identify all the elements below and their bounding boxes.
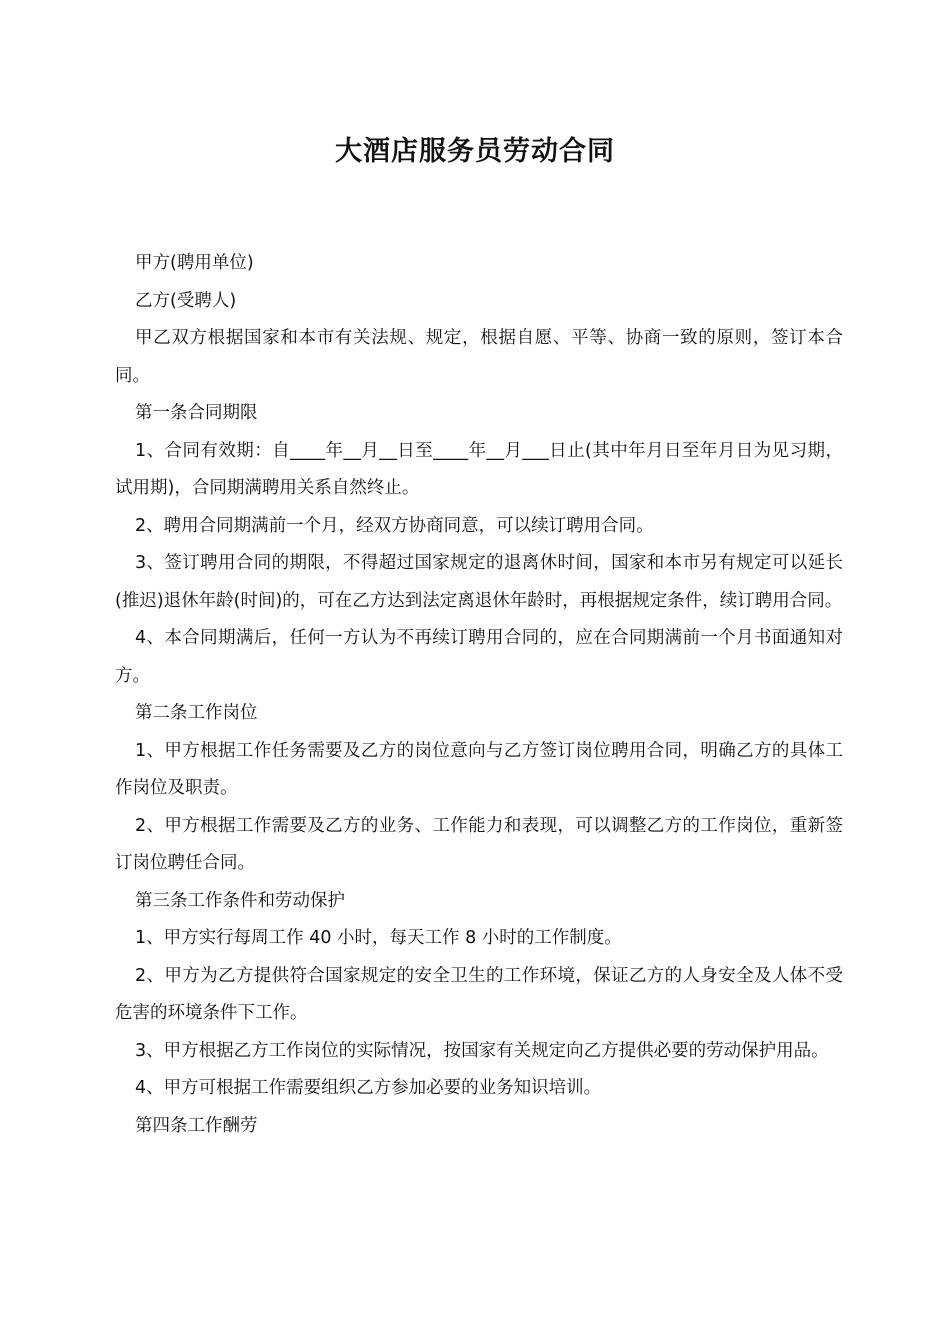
document-title: 大酒店服务员劳动合同 xyxy=(335,136,615,167)
article-3-clause-1: 1、甲方实行每周工作 40 小时，每天工作 8 小时的工作制度。 xyxy=(135,928,622,948)
article-3-clause-3: 3、甲方根据乙方工作岗位的实际情况，按国家有关规定向乙方提供必要的劳动保护用品。 xyxy=(135,1040,829,1061)
article-1-clause-1: 1、合同有效期：自____年__月__日至____年__月___日止(其中年月日至年月日为见习期，试用期)，合同期满聘用关系自然终止。 xyxy=(115,440,843,498)
party-b-line: 乙方(受聘人) xyxy=(135,290,237,311)
party-a-line: 甲方(聘用单位) xyxy=(135,253,254,273)
article-2-heading: 第二条工作岗位 xyxy=(135,703,258,723)
document-body xyxy=(115,245,843,1145)
article-1-clause-4: 4、本合同期满后，任何一方认为不再续订聘用合同的，应在合同期满前一个月书面通知对方。 xyxy=(115,628,843,686)
article-3-heading: 第三条工作条件和劳动保护 xyxy=(135,890,345,911)
article-1-clause-3: 3、签订聘用合同的期限，不得超过国家规定的退离休时间，国家和本市另有规定可以延长(推迟)退休年龄(时间)的，可在乙方达到法定离退休年龄时，再根据规定条件，续订聘用合同。 xyxy=(115,553,843,611)
article-3-clause-2: 2、甲方为乙方提供符合国家规定的安全卫生的工作环境，保证乙方的人身安全及人体不受危害的环境条件下工作。 xyxy=(115,965,843,1023)
article-4-heading: 第四条工作酬劳 xyxy=(135,1115,258,1136)
article-2-clause-2: 2、甲方根据工作需要及乙方的业务、工作能力和表现，可以调整乙方的工作岗位，重新签订岗位聘任合同。 xyxy=(115,815,843,873)
article-3-clause-4: 4、甲方可根据工作需要组织乙方参加必要的业务知识培训。 xyxy=(135,1078,602,1098)
preamble-paragraph: 甲乙双方根据国家和本市有关法规、规定，根据自愿、平等、协商一致的原则，签订本合同。 xyxy=(115,328,843,386)
article-2-clause-1: 1、甲方根据工作任务需要及乙方的岗位意向与乙方签订岗位聘用合同，明确乙方的具体工作岗位及职责。 xyxy=(115,740,843,798)
article-1-heading: 第一条合同期限 xyxy=(135,403,258,423)
article-1-clause-2: 2、聘用合同期满前一个月，经双方协商同意，可以续订聘用合同。 xyxy=(135,515,654,536)
